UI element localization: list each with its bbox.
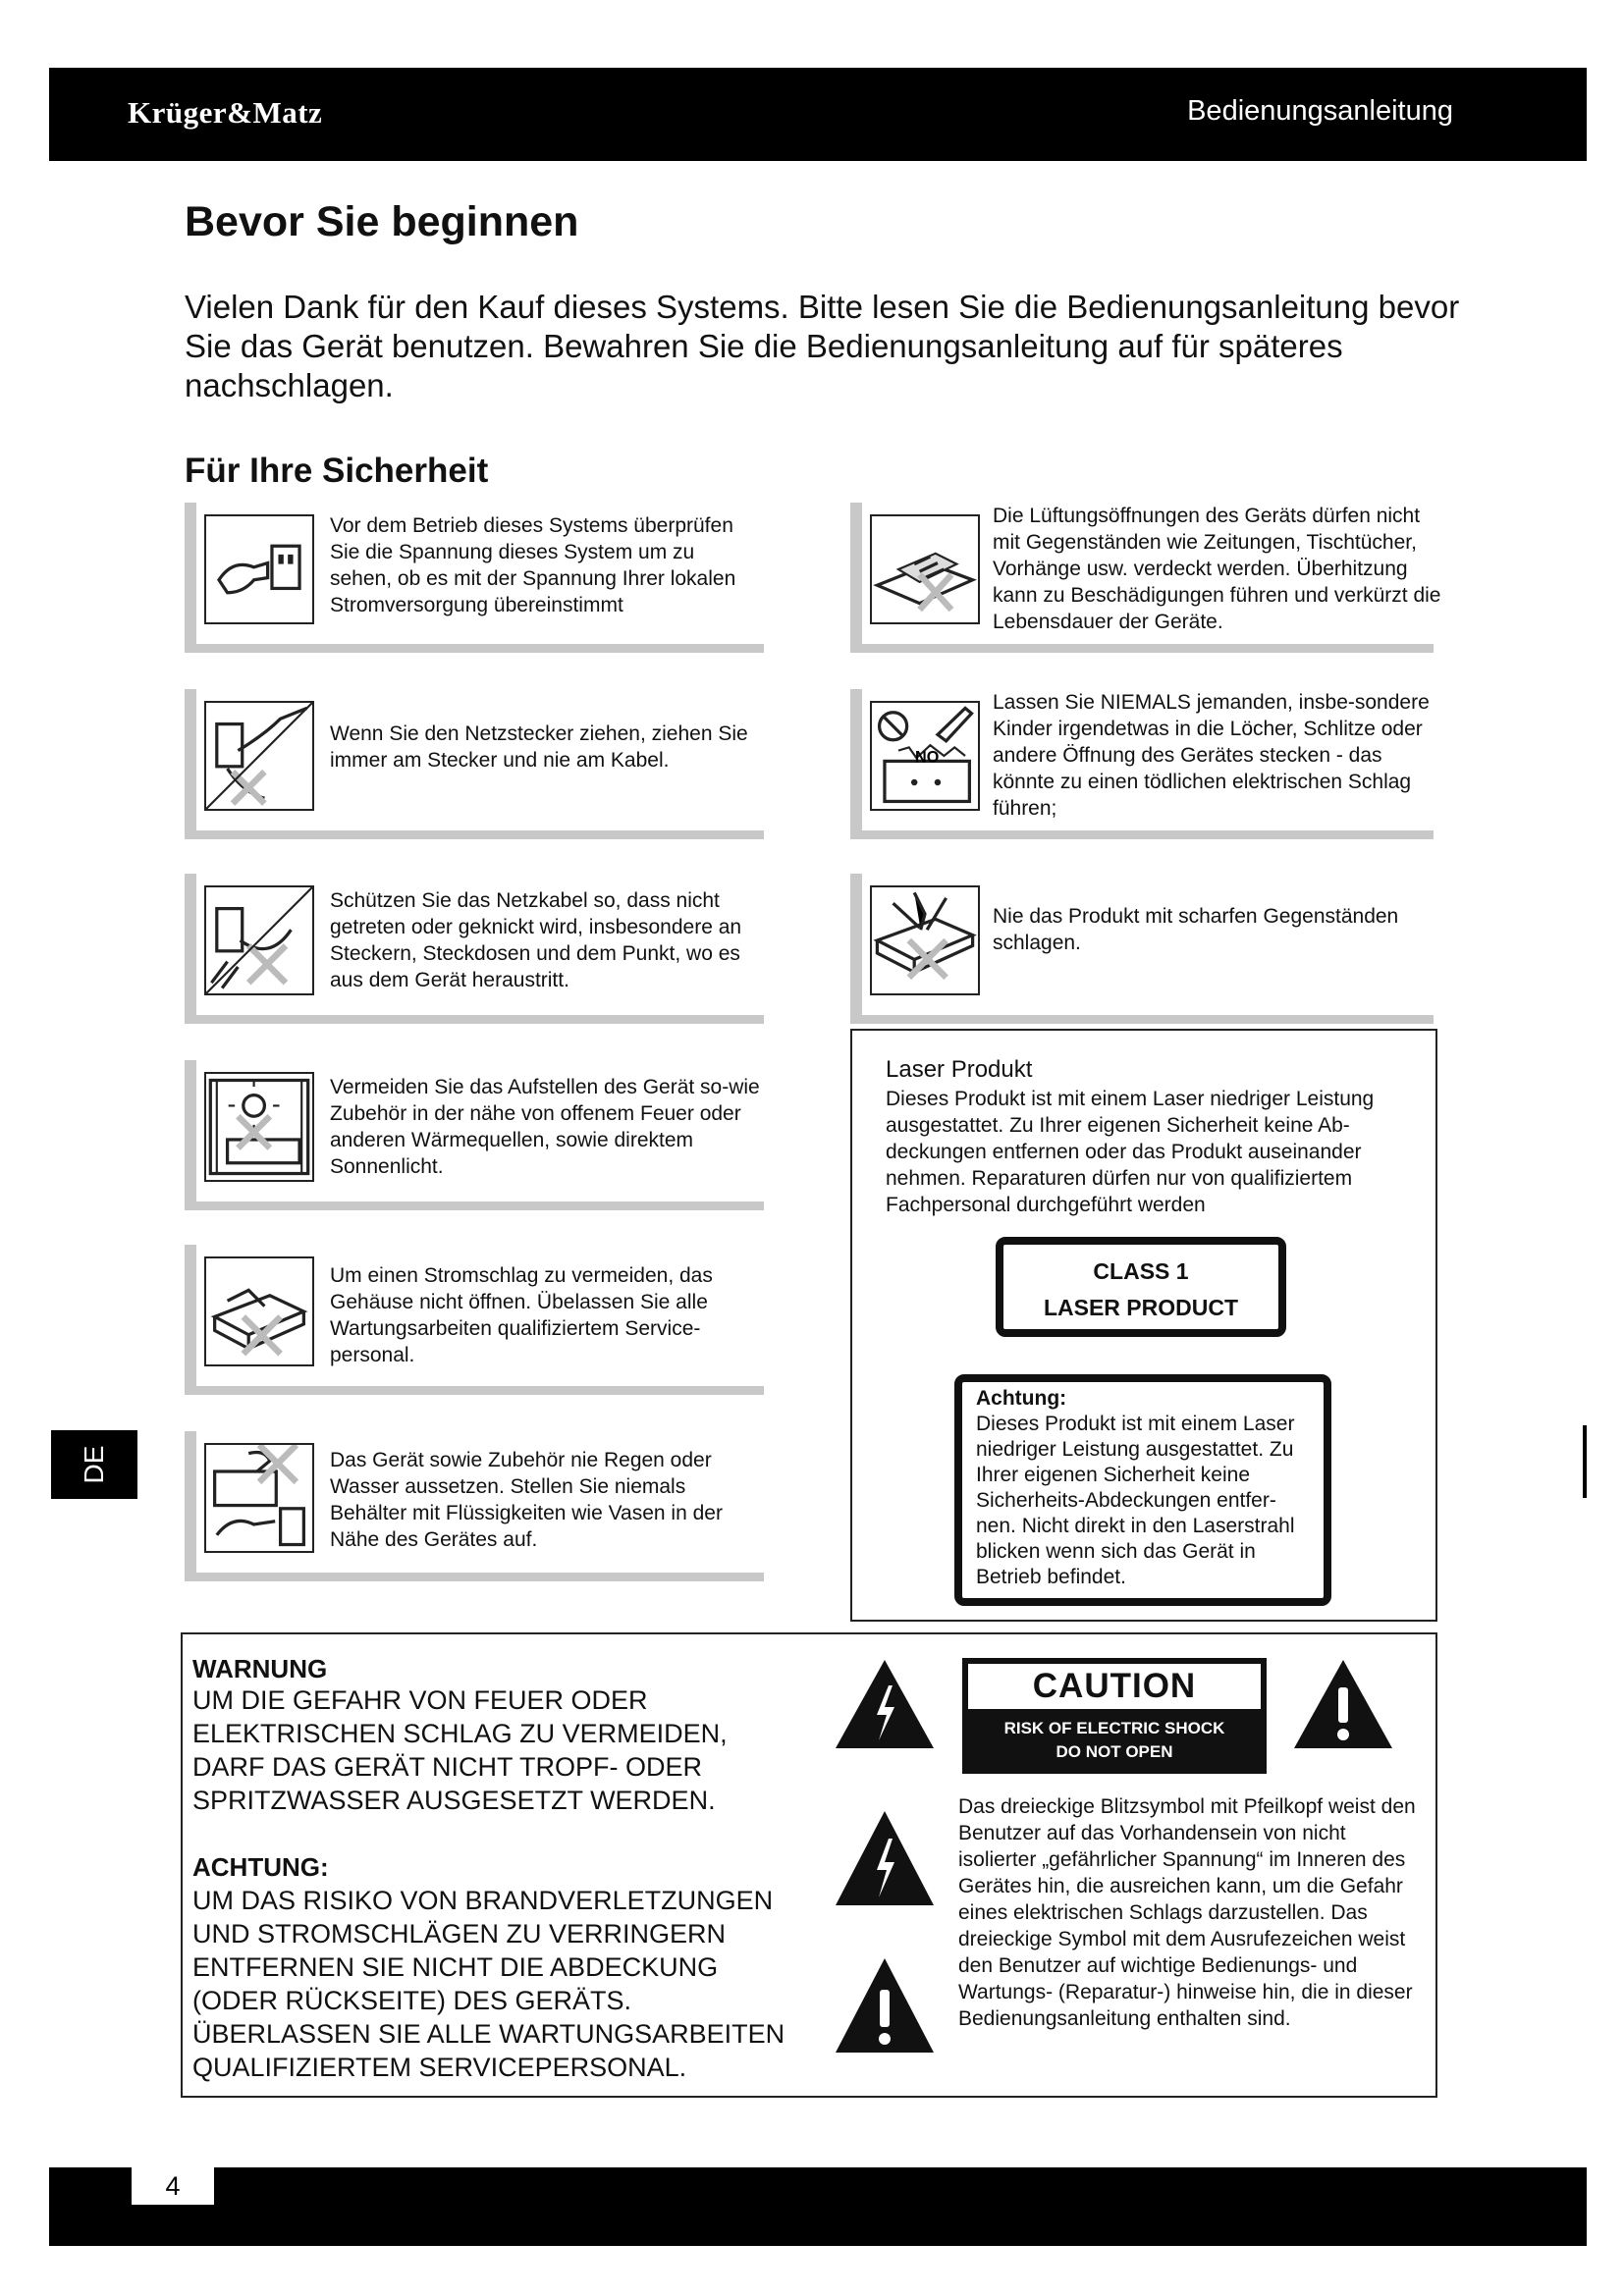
safety-item <box>185 1245 764 1394</box>
language-tab-label: DE <box>79 1445 109 1484</box>
ventilation-icon <box>870 514 980 624</box>
class-label-line1: CLASS 1 <box>1093 1258 1189 1284</box>
safety-item <box>185 1060 764 1209</box>
laser-product-box <box>850 1029 1437 1622</box>
heat-sunlight-icon <box>204 1072 314 1182</box>
achtung-text: UM DAS RISIKO VON BRANDVERLETZUNGEN UND STROMSCHLÄGEN ZU VERRINGERN ENTFERNEN SIE NICHT DIE ABDECKUNG (ODER RÜCKSEITE) DES GERÄTS. ÜBERLASSEN SIE ALLE WARTUNGSARBEITEN QUALIFIZIERTEM SERVICEPERSONAL. <box>192 1886 785 2082</box>
achtung-text: Dieses Produkt ist mit einem Laser niedriger Leistung ausgestattet. Zu Ihrer eigenen Sicherheit keine Sicherheits-Abdeckungen entfer-nen. Nicht direkt in den Laserstrahl blicken wenn sich das Gerät in Betrieb befindet. <box>976 1413 1295 1588</box>
exclamation-triangle-icon <box>834 1956 936 2055</box>
safety-heading: Für Ihre Sicherheit <box>185 452 489 490</box>
warning-box <box>181 1632 1437 2098</box>
safety-item <box>185 874 764 1023</box>
header-bar <box>49 68 1587 161</box>
safety-item <box>185 503 764 652</box>
side-marker <box>1583 1425 1587 1498</box>
achtung-heading: ACHTUNG: <box>192 1852 329 1882</box>
page-title: Bevor Sie beginnen <box>185 198 579 245</box>
lightning-triangle-icon <box>834 1809 936 1907</box>
safety-item <box>850 874 1434 1023</box>
class1-laser-label <box>996 1237 1286 1337</box>
sharp-objects-icon <box>870 885 980 995</box>
do-not-open-icon <box>204 1256 314 1366</box>
page-number: 4 <box>132 2167 214 2205</box>
safety-item <box>185 1431 764 1580</box>
class-label-line2: LASER PRODUCT <box>1043 1295 1239 1320</box>
laser-text: Dieses Produkt ist mit einem Laser niedriger Leistung ausgestattet. Zu Ihrer eigenen Sicherheit keine Ab-deckungen entfernen oder das Produkt auseinander nehmen. Reparaturen dürfen nur von qualifiziertem Fachpersonal durchgeführt werden <box>886 1088 1375 1216</box>
caution-line2: DO NOT OPEN <box>1056 1742 1173 1761</box>
exclamation-triangle-icon <box>1292 1658 1394 1750</box>
intro-paragraph: Vielen Dank für den Kauf dieses Systems. Bitte lesen Sie die Bedienungsanleitung bevor Sie das Gerät benutzen. Bewahren Sie die Bedienungsanleitung auf für späteres nachschlagen. <box>185 289 1460 403</box>
cable-protection-icon <box>204 885 314 995</box>
laser-title: Laser Produkt <box>886 1056 1033 1083</box>
footer-bar <box>49 2167 1587 2246</box>
safety-text: Vermeiden Sie das Aufstellen des Gerät so-wie Zubehör in der nähe von offenem Feuer oder anderen Wärmequellen, sowie direktem Sonnenlicht. <box>330 1076 760 1178</box>
safety-text: Die Lüftungsöffnungen des Geräts dürfen nicht mit Gegenständen wie Zeitungen, Tischtücher, Vorhänge usw. verdeckt werden. Überhitzung kann zu Beschädigungen führen und verkürzt die Lebensdauer der Geräte. <box>993 505 1441 633</box>
achtung-title: Achtung: <box>976 1387 1067 1410</box>
caution-line1: RISK OF ELECTRIC SHOCK <box>1003 1719 1225 1737</box>
safety-item <box>850 689 1434 838</box>
lightning-triangle-icon <box>834 1658 936 1750</box>
laser-achtung-label <box>954 1374 1331 1606</box>
safety-text: Um einen Stromschlag zu vermeiden, das Gehäuse nicht öffnen. Übelassen Sie alle Wartungsarbeiten qualifiziertem Service-personal. <box>330 1264 713 1366</box>
safety-item <box>850 503 1441 652</box>
plug-voltage-icon <box>204 514 314 624</box>
brand-logo: Krüger&Matz <box>128 95 323 130</box>
caution-label <box>962 1658 1267 1774</box>
no-liquids-icon <box>204 1443 314 1553</box>
caution-title: CAUTION <box>968 1664 1261 1709</box>
safety-text: Schützen Sie das Netzkabel so, dass nicht getreten oder geknickt wird, insbesondere an Steckern, Steckdosen und dem Punkt, wo es aus dem Gerät heraustritt. <box>330 889 742 991</box>
safety-text: Nie das Produkt mit scharfen Gegenständen schlagen. <box>993 905 1399 954</box>
safety-text: Vor dem Betrieb dieses Systems überprüfen Sie die Spannung dieses System um zu sehen, ob es mit der Spannung Ihrer lokalen Stromversorgung übereinstimmt <box>330 514 736 616</box>
safety-text: Das Gerät sowie Zubehör nie Regen oder Wasser aussetzen. Stellen Sie niemals Behälter mit Flüssigkeiten wie Vasen in der Nähe des Gerätes auf. <box>330 1449 723 1551</box>
safety-item <box>185 689 764 838</box>
symbols-explanation: Das dreieckige Blitzsymbol mit Pfeilkopf weist den Benutzer auf das Vorhandensein von nicht isolierter „gefährlicher Spannung“ im Inneren des Gerätes hin, die ausreichen kann, um die Gefahr eines elektrischen Schlags darzustellen. Das dreieckige Symbol mit dem Ausrufezeichen weist den Benutzer auf wichtige Bedienungs- und Wartungs- (Reparatur-) hinweise hin, die in dieser Bedienungsanleitung enthalten sind. <box>958 1795 1416 2030</box>
no-label: NO <box>915 748 940 767</box>
safety-text: Lassen Sie NIEMALS jemanden, insbe-sondere Kinder irgendetwas in die Löcher, Schlitze oder andere Öffnung des Gerätes stecken - das könnte zu einen tödlichen elektrischen Schlag führen; <box>993 691 1430 820</box>
no-objects-icon <box>870 701 980 811</box>
document-type: Bedienungsanleitung <box>1187 95 1453 127</box>
warning-heading: WARNUNG <box>192 1654 328 1683</box>
safety-text: Wenn Sie den Netzstecker ziehen, ziehen Sie immer am Stecker und nie am Kabel. <box>330 722 748 772</box>
warning-text: UM DIE GEFAHR VON FEUER ODER ELEKTRISCHEN SCHLAG ZU VERMEIDEN, DARF DAS GERÄT NICHT TROPF- ODER SPRITZWASSER AUSGESETZT WERDEN. <box>192 1685 728 1815</box>
language-tab <box>51 1430 137 1499</box>
unplug-cable-icon <box>204 701 314 811</box>
